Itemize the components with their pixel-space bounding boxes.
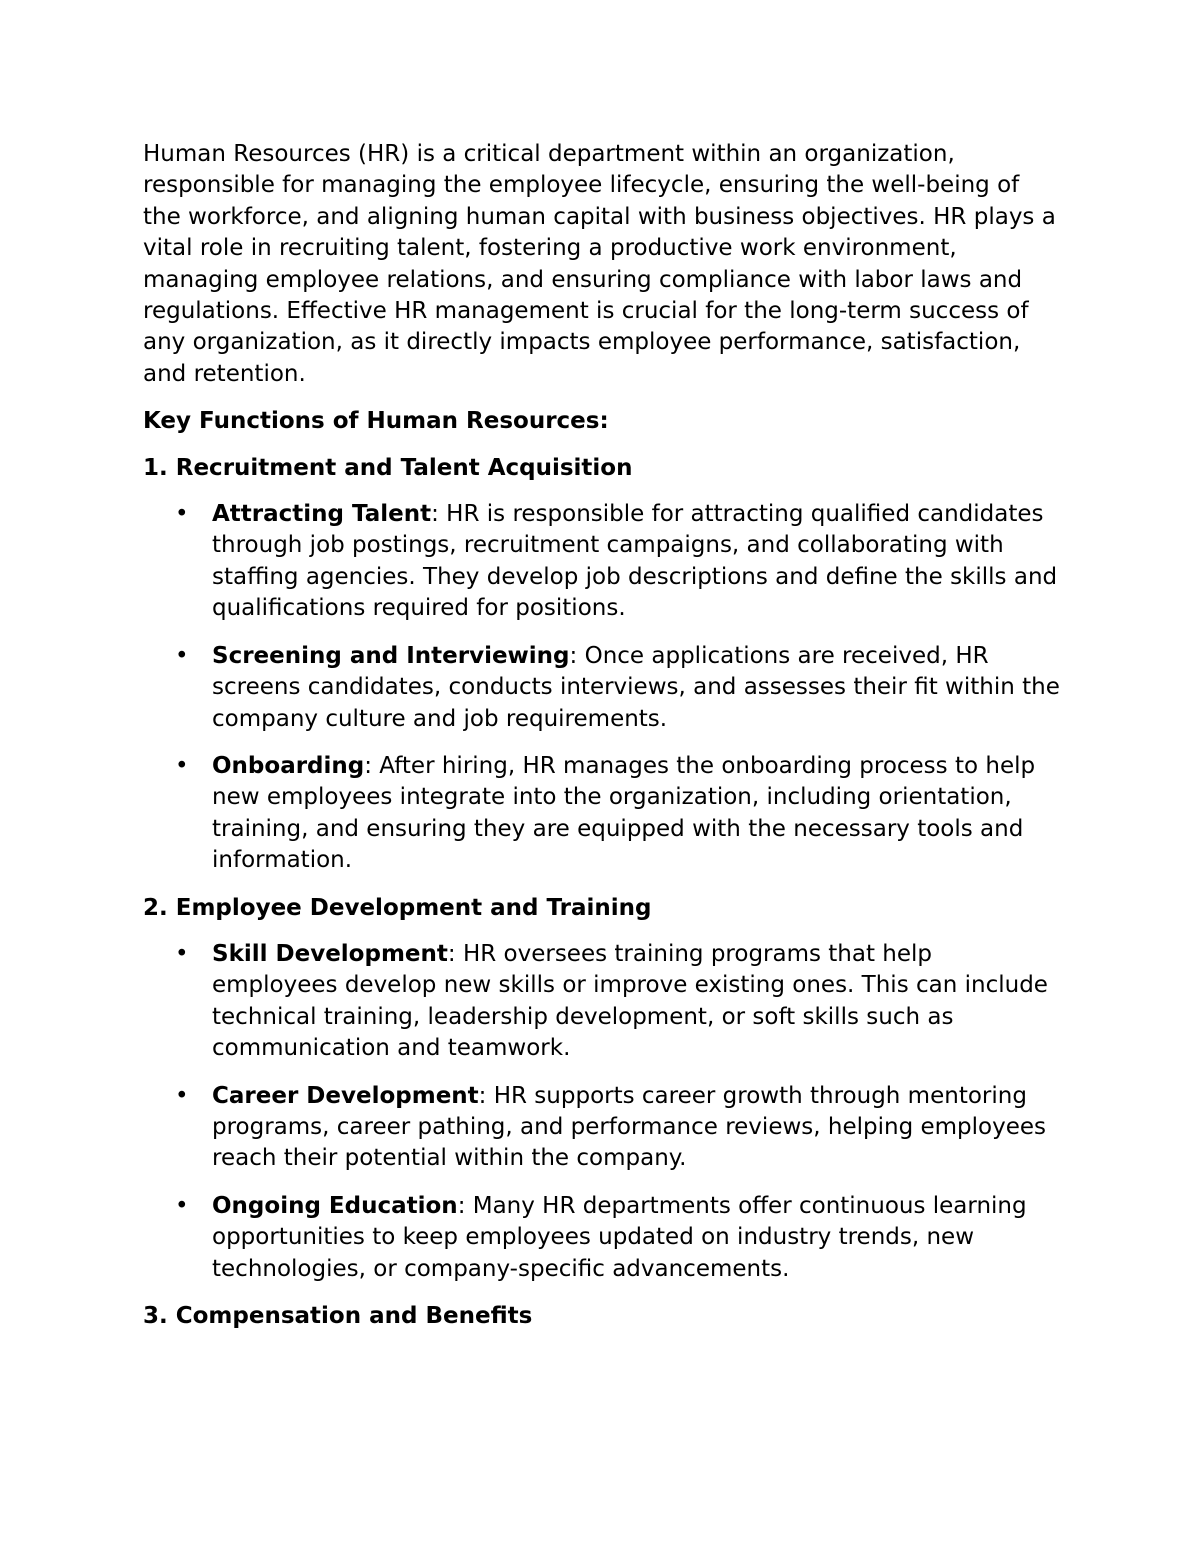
key-functions-heading: Key Functions of Human Resources: [143, 408, 609, 435]
item-text: : HR oversees training programs that help employees develop new skills or improve existing ones. This can include technical training, leadership development, or soft skills such as communication and teamwork. [212, 940, 1048, 1062]
section-heading-recruitment: 1. Recruitment and Talent Acquisition [143, 454, 633, 481]
bullet-icon: • [175, 1082, 189, 1109]
item-text: : Once applications are received, HR screens candidates, conducts interviews, and assesses their fit within the company culture and job requirements. [212, 642, 1060, 732]
bullet-list-recruitment [143, 499, 1063, 876]
item-term: Ongoing Education [212, 1192, 458, 1219]
list-item [143, 751, 1063, 877]
item-text: : HR is responsible for attracting qualified candidates through job postings, recruitment campaigns, and collaborating with staffing agencies. They develop job descriptions and define the skills and qualifications required for positions. [212, 501, 1058, 622]
item-term: Onboarding [212, 752, 365, 779]
bullet-icon: • [175, 642, 189, 669]
list-item [143, 1081, 1063, 1175]
item-text: : After hiring, HR manages the onboarding process to help new employees integrate into the organization, including orientation, training, and ensuring they are equipped with the necessary tools and information. [212, 752, 1036, 874]
list-item [143, 1191, 1063, 1285]
bullet-icon: • [175, 501, 189, 528]
section-heading-development: 2. Employee Development and Training [143, 894, 652, 921]
list-item [143, 939, 1063, 1065]
bullet-list-development [143, 939, 1063, 1285]
document-page [143, 139, 1063, 1347]
list-item [143, 499, 1063, 625]
section-heading-compensation: 3. Compensation and Benefits [143, 1303, 533, 1329]
intro-paragraph: Human Resources (HR) is a critical department within an organization, responsible for managing the employee lifecycle, ensuring the well-being of the workforce, and aligning human capital with business objectives. HR plays a vital role in recruiting talent, fostering a productive work environment, managing employee relations, and ensuring compliance with labor laws and regulations. Effective HR management is crucial for the long-term success of any organization, as it directly impacts employee performance, satisfaction, and retention. [143, 141, 1056, 387]
bullet-icon: • [175, 752, 189, 779]
item-term: Skill Development [212, 940, 448, 967]
list-item [143, 641, 1063, 735]
item-text: : HR supports career growth through mentoring programs, career pathing, and performance reviews, helping employees reach their potential within the company. [212, 1082, 1046, 1172]
item-term: Screening and Interviewing [212, 642, 570, 669]
item-text: : Many HR departments offer continuous learning opportunities to keep employees updated on industry trends, new technologies, or company-specific advancements. [212, 1192, 1027, 1282]
item-term: Attracting Talent [212, 501, 432, 528]
item-term: Career Development [212, 1082, 479, 1109]
bullet-icon: • [175, 940, 189, 967]
bullet-icon: • [175, 1192, 189, 1219]
